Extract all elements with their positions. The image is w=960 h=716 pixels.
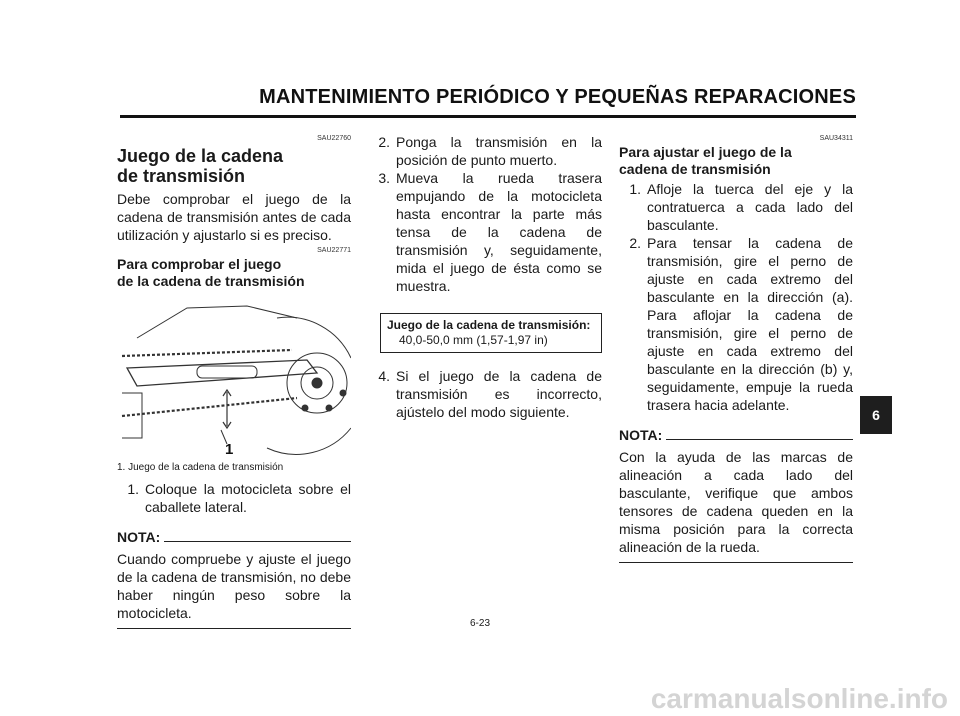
note-text: Cuando compruebe y ajuste el juego de la cadena de transmisión, no debe haber ningún peso sobre la motocicleta. [117,551,351,621]
spec-value: 40,0-50,0 mm (1,57-1,97 in) [399,333,548,347]
subsection-code: SAU22771 [317,247,351,254]
step-text: Coloque la motocicleta sobre el caballete lateral. [145,481,351,515]
axle-nut [312,378,322,388]
list-item [619,180,853,234]
wheel-rim [267,428,351,454]
list-item [619,234,853,414]
specification-box [380,313,602,353]
note-rule [666,439,853,440]
chain-lower-run [122,398,297,416]
page-header-title: MANTENIMIENTO PERIÓDICO Y PEQUEÑAS REPARACIONES [259,86,856,108]
list-item [117,480,351,516]
note-label: NOTA: [619,427,663,443]
swingarm-slot [197,366,257,378]
note-end-rule [619,562,853,563]
step-number: 4. [378,368,390,384]
spec-title: Juego de la cadena de transmisión: [387,318,591,332]
section-title [117,146,351,186]
subsection-title-line-1: Para ajustar el juego de la [619,144,792,160]
steps-list [619,180,853,414]
note-label: NOTA: [117,529,161,545]
column-1 [117,122,351,629]
step-text: Para tensar la cadena de transmisión, gire el perno de ajuste en cada extremo del basculante en la dirección (a). Para aflojar la cadena de transmisión, gire el perno de ajuste en cada extremo del basculante en la dirección (b) y, seguidamente, empuje la rueda trasera hacia adelante. [647,235,853,413]
step-text: Si el juego de la cadena de transmisión es incorrecto, ajústelo del modo siguiente. [396,368,602,420]
step-number: 2. [378,134,390,150]
step-number: 3. [378,170,390,186]
subsection-code: SAU34311 [819,135,853,142]
note-heading [619,426,853,444]
sprocket-bolt [326,405,332,411]
section-title-line-2: de transmisión [117,166,246,186]
step-number: 1. [127,481,139,497]
chain-upper-run [122,350,292,356]
chain-slack-figure [117,298,351,458]
section-title-line-1: Juego de la cadena [117,146,284,166]
chapter-tab: 6 [860,396,892,434]
subsection-title [117,256,351,290]
step-text: Afloje la tuerca del eje y la contratuerca a cada lado del basculante. [647,181,853,233]
page-number: 6-23 [469,618,490,629]
figure-caption: 1. Juego de la cadena de transmisión [117,462,284,473]
subsection-title [619,144,853,178]
watermark: carmanualsonline.info [650,683,948,714]
steps-list [368,133,602,295]
column-3 [619,122,853,563]
list-item [368,169,602,295]
header-rule [120,115,856,118]
steps-list [368,367,602,421]
section-code: SAU22760 [317,135,351,142]
sprocket-bolt [340,390,346,396]
frame-outline [137,306,297,338]
subsection-title-line-2: cadena de transmisión [619,161,771,177]
steps-list [117,480,351,516]
sprocket-bolt [302,405,308,411]
intro-paragraph: Debe comprobar el juego de la cadena de transmisión antes de cada utilización y ajustarlo si es preciso. [117,191,351,243]
column-2 [368,131,602,421]
step-text: Mueva la rueda trasera empujando de la motocicleta hasta encontrar la parte más tensa de la cadena de transmisión y, seguidamente, mida el juego de ésta como se muestra. [396,170,602,294]
wheel-rim [277,317,351,358]
engine-case [122,393,142,438]
list-item [368,367,602,421]
step-number: 1. [629,181,641,197]
list-item [368,133,602,169]
note-heading [117,528,351,546]
subsection-title-line-1: Para comprobar el juego [117,256,282,272]
note-text: Con la ayuda de las marcas de alineación a cada lado del basculante, verifique que ambos tensores de cadena queden en la misma posición para la correcta alineación de la rueda. [619,449,853,555]
step-text: Ponga la transmisión en la posición de punto muerto. [396,134,602,168]
subsection-title-line-2: de la cadena de transmisión [117,273,305,289]
note-rule [164,541,351,542]
step-number: 2. [629,235,641,251]
figure-callout-1: 1 [225,441,234,458]
